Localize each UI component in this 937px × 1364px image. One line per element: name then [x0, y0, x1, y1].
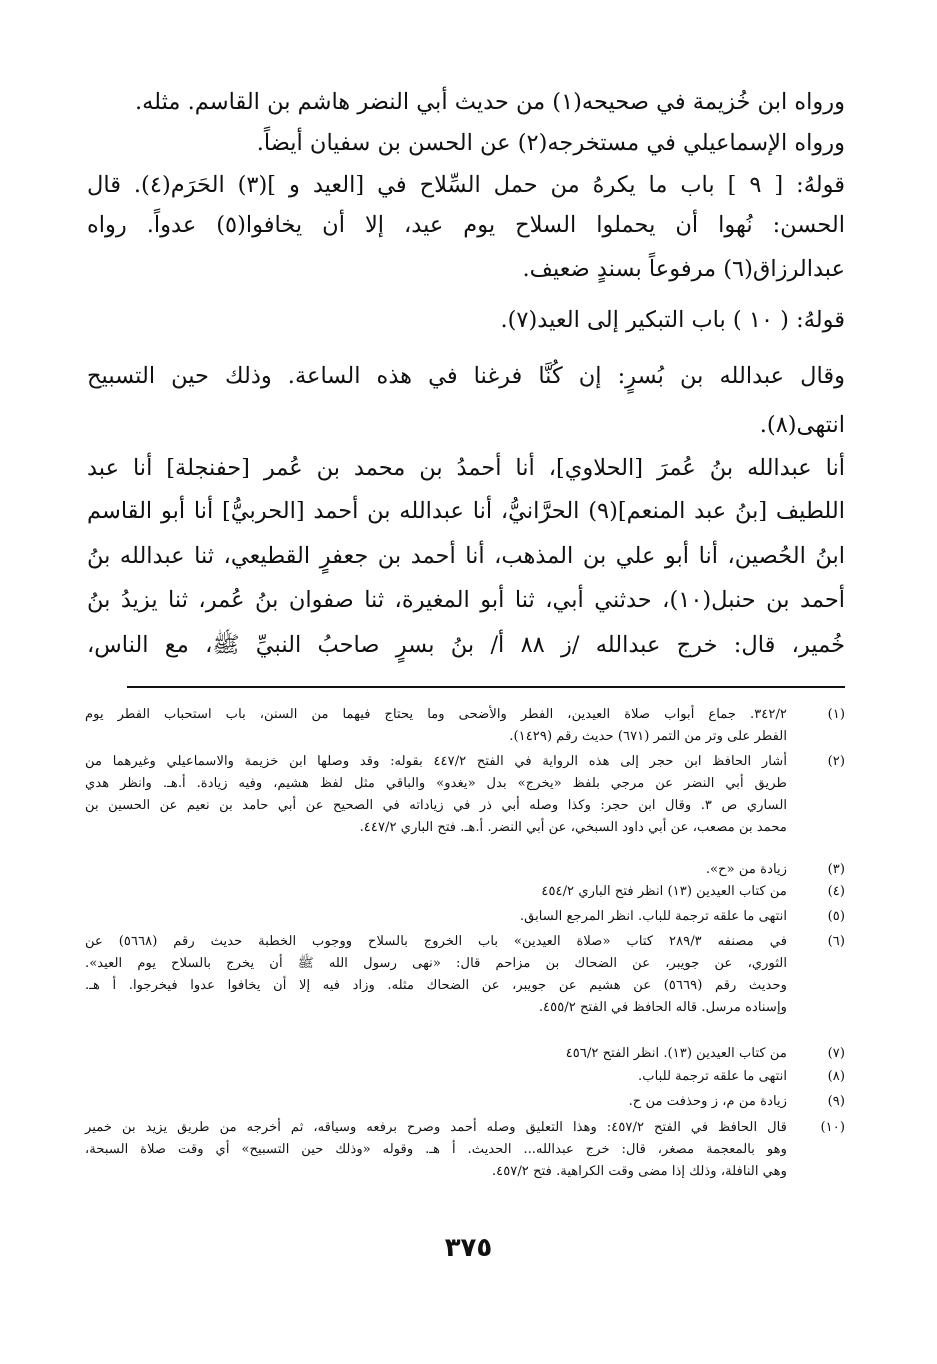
- text-line: اللطيف [بنُ عبد المنعم](٩) الحرَّانيُّ، أنا عبدالله بن أحمد [الحربيُّ] أنا أبو القاسم: [87, 498, 845, 524]
- text-line: ورواه الإسماعيلي في مستخرجه(٢) عن الحسن بن سفيان أيضاً.: [256, 130, 845, 156]
- footnote-line: قال الحافظ في الفتح ٤٥٧/٢: وهذا التعليق وصله أحمد وصرح برفعه وسياقه، ثم أخرجه من طريق يزيد بن خمير: [85, 1120, 787, 1135]
- footnote-number: (٣): [827, 862, 845, 877]
- footnote-number: (٢): [827, 754, 845, 769]
- text-line: أنا عبدالله بنُ عُمرَ [الحلاوي]، أنا أحمدُ بن محمد بن عُمر [حفنجلة] أنا عبد: [87, 455, 845, 481]
- footnote-body: [85, 931, 787, 1019]
- footnote-body: [85, 1091, 787, 1113]
- footnote-separator-rule: [127, 686, 845, 688]
- footnote-number: (١٠): [820, 1120, 845, 1135]
- footnote: [85, 751, 845, 839]
- footnote-line: أشار الحافظ ابن حجر إلى هذه الرواية في الفتح ٤٤٧/٢ بقوله: وقد وصلها ابن خزيمة والاسماعيلي وغيرهما من: [85, 754, 787, 769]
- footnote: [85, 881, 845, 903]
- footnote-line: زيادة من م، ز وحذفت من ح.: [628, 1094, 787, 1109]
- footnote: [85, 1117, 845, 1183]
- text-line: عبدالرزاق(٦) مرفوعاً بسندٍ ضعيف.: [522, 256, 845, 282]
- footnote-line: من كتاب العيدين (١٣). انظر الفتح ٤٥٦/٢: [565, 1046, 787, 1061]
- text-line: قولهُ: [ ٩ ] باب ما يكرهُ من حمل السِّلاح في [العيد و ](٣) الحَرَم(٤). قال: [87, 172, 845, 198]
- text-line: ابنُ الحُصين، أنا أبو علي بن المذهب، أنا أحمد بن جعفرٍ القطيعي، ثنا عبدالله بنُ: [87, 543, 845, 569]
- text-line: ورواه ابن خُزيمة في صحيحه(١) من حديث أبي النضر هاشم بن القاسم. مثله.: [134, 89, 845, 115]
- footnote-body: [85, 1117, 787, 1183]
- text-line: وقال عبدالله بن بُسرٍ: إن كُنَّا فرغنا في هذه الساعة. وذلك حين التسبيح: [87, 363, 845, 389]
- footnote-number: (١): [827, 707, 845, 722]
- footnote-line: ٣٤٢/٢. جماع أبواب صلاة العيدين، الفطر والأضحى وما يحتاج فيهما من السنن، باب استحباب الفطر يوم: [85, 707, 787, 722]
- footnote-line: وحديث رقم (٥٦٦٩) عن هشيم عن جويبر، عن الضحاك مثله. وزاد فيه إلا أن يخافوا عدوا فيخرجوا. أ هـ.: [85, 978, 787, 993]
- text-line: الحسن: نُهوا أن يحملوا السلاح يوم عيد، إلا أن يخافوا(٥) عدواً. رواه: [87, 212, 846, 238]
- footnote-line: زيادة من «ح».: [705, 862, 787, 877]
- footnote-body: [85, 881, 787, 903]
- footnote-line: في مصنفه ٢٨٩/٣ كتاب «صلاة العيدين» باب الخروج بالسلاح ووجوب الخطبة حديث رقم (٥٦٦٨) عن: [85, 934, 788, 949]
- footnote-line: الفطر على وتر من التمر (٦٧١) حديث رقم (١٤٢٩).: [509, 729, 787, 744]
- footnote-line: انتهى ما علقه ترجمة للباب.: [638, 1069, 787, 1084]
- footnote: [85, 906, 845, 928]
- footnote-body: [85, 1066, 787, 1088]
- footnote-body: [85, 859, 787, 881]
- footnote-line: الساري ص ٣. وقال ابن حجر: وكذا وصله أبي ذر في زياداته في الصحيح عن أبي حامد بن نعيم عن الحسين بن: [85, 798, 787, 813]
- footnote-line: من كتاب العيدين (١٣) انظر فتح الباري ٤٥٤/٢: [541, 884, 787, 899]
- text-line: أحمد بن حنبل(١٠)، حدثني أبي، ثنا أبو المغيرة، ثنا صفوان بنُ عُمر، ثنا يزيدُ بنُ: [87, 587, 846, 613]
- footnote-body: [85, 906, 787, 928]
- footnote-line: وإسناده مرسل. قاله الحافظ في الفتح ٤٥٥/٢.: [538, 1000, 787, 1015]
- footnote-number: (٨): [827, 1069, 845, 1084]
- text-line: خُمير، قال: خرج عبدالله /ز ٨٨ أ/ بنُ بسرٍ صاحبُ النبيِّ ﷺ، مع الناس،: [87, 632, 845, 658]
- footnote-line: محمد بن مصعب، عن أبي داود السبخي، عن أبي النضر. أ.هـ. فتح الباري ٤٤٧/٢.: [359, 820, 787, 835]
- footnote: [85, 859, 845, 881]
- footnote-number: (٦): [827, 934, 845, 949]
- footnote: [85, 1091, 845, 1113]
- footnote-body: [85, 1043, 787, 1065]
- footnote: [85, 1066, 845, 1088]
- footnote-number: (٤): [827, 884, 845, 899]
- footnote-line: الثوري، عن جويبر، عن الضحاك بن مزاحم قال: «نهى رسول الله ﷺ أن يخرج بالسلاح يوم العيد».: [85, 956, 787, 971]
- text-line: قولهُ: ( ١٠ ) باب التبكير إلى العيد(٧).: [500, 307, 845, 333]
- page-number: ٣٧٥: [444, 1233, 493, 1263]
- footnote-body: [85, 704, 787, 748]
- footnote-line: وهو بالمعجمة مصغر، قال: خرج عبدالله... الحديث. أ هـ. وقوله «وذلك حين التسبيح» أي وقت صلاة السبحة،: [85, 1142, 787, 1157]
- footnote: [85, 931, 845, 1019]
- text-line: انتهى(٨).: [759, 412, 845, 438]
- footnote-body: [85, 751, 787, 839]
- footnote-number: (٥): [827, 909, 845, 924]
- footnote-number: (٩): [827, 1094, 845, 1109]
- footnote-line: وهي النافلة، وذلك إذا مضى وقت الكراهية. فتح ٤٥٧/٢.: [491, 1164, 787, 1179]
- footnote-number: (٧): [827, 1046, 845, 1061]
- footnote-line: طريق أبي النضر عن مرجي بلفظ «يخرج» بدل «يغدو» والباقي مثل لفظ هشيم، وفيه زيادة. أ.هـ. وانظر هدي: [85, 776, 787, 791]
- footnote: [85, 1043, 845, 1065]
- footnote-line: انتهى ما علقه ترجمة للباب. انظر المرجع السابق.: [519, 909, 787, 924]
- footnote: [85, 704, 845, 748]
